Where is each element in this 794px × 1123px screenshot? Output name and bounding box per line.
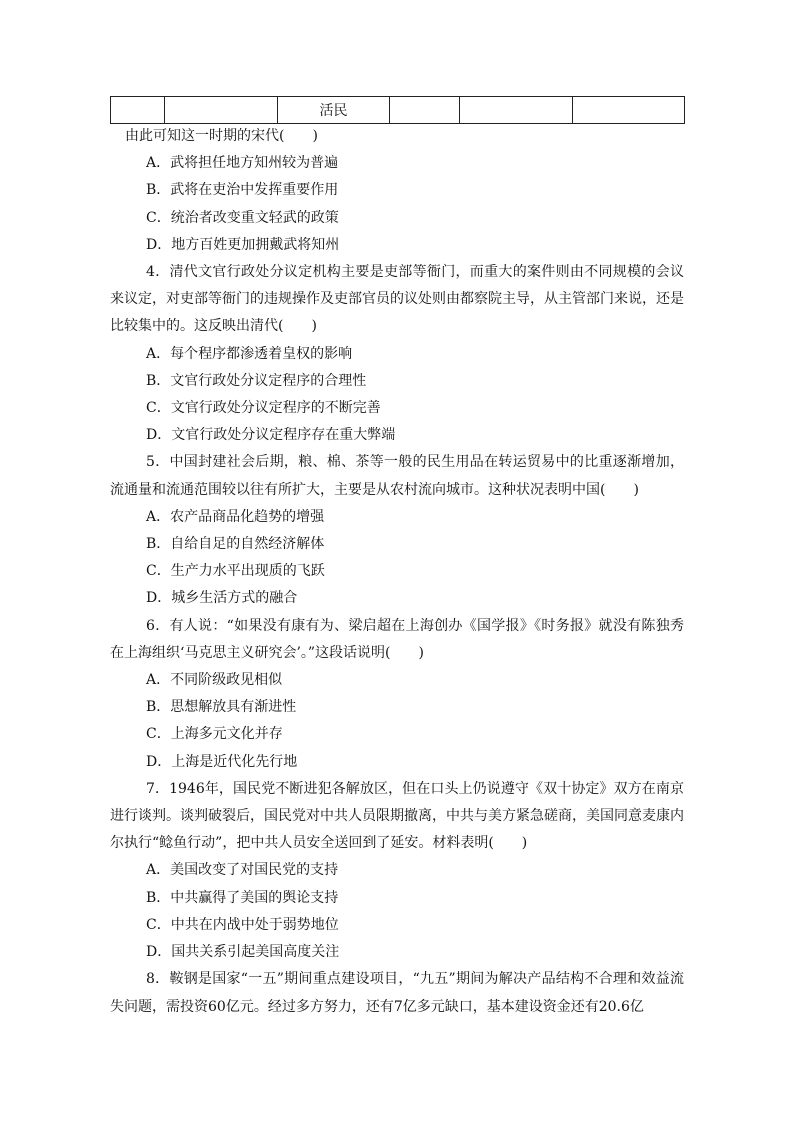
question-6-option-d: D．上海是近代化先行地 [146, 753, 298, 770]
question-5-option-a: A．农产品商品化趋势的增强 [146, 508, 325, 525]
table-cell [165, 97, 278, 124]
question-5-stem: 5．中国封建社会后期，粮、棉、茶等一般的民生用品在转运贸易中的比重逐渐增加，流通量和流通范围较以往有所扩大，主要是从农村流向城市。这种状况表明中国( ) [110, 454, 684, 498]
question-4-option-b: B．文官行政处分议定程序的合理性 [146, 372, 367, 389]
table-cell [460, 97, 573, 124]
question-6-option-c: C．上海多元文化并存 [146, 726, 283, 743]
question-3-option-b: B．武将在吏治中发挥重要作用 [146, 182, 339, 199]
table-cell [390, 97, 460, 124]
question-5-option-b: B．自给自足的自然经济解体 [146, 536, 325, 553]
question-content [110, 123, 684, 1021]
table-cell: 活民 [278, 97, 390, 124]
question-8-stem: 8．鞍钢是国家“一五”期间重点建设项目，“九五”期间为解决产品结构不合理和效益流失问题，需投资60亿元。经过多方努力，还有7亿多元缺口，基本建设资金还有20.6亿 [110, 971, 684, 1015]
question-7-option-a: A．美国改变了对国民党的支持 [146, 862, 339, 879]
question-7-option-b: B．中共赢得了美国的舆论支持 [146, 889, 339, 906]
question-5-option-d: D．城乡生活方式的融合 [146, 590, 298, 607]
question-7-option-d: D．国共关系引起美国高度关注 [146, 944, 340, 961]
question-3-option-d: D．地方百姓更加拥戴武将知州 [146, 236, 340, 253]
question-4-option-c: C．文官行政处分议定程序的不断完善 [146, 400, 381, 417]
question-3-stem: 由此可知这一时期的宋代( ) [125, 128, 318, 144]
question-4-option-d: D．文官行政处分议定程序存在重大弊端 [146, 427, 396, 444]
question-7-stem: 7．1946年，国民党不断进犯各解放区，但在口头上仍说遵守《双十协定》双方在南京进行谈判。谈判破裂后，国民党对中共人员限期撤离，中共与美方紧急磋商，美国同意麦康内尔执行“鲶鱼行动”，把中共人员安全送回到了延安。材料表明( ) [110, 780, 684, 852]
table-row [111, 97, 685, 124]
question-6-option-a: A．不同阶级政见相似 [146, 672, 283, 689]
question-4-stem: 4．清代文官行政处分议定机构主要是吏部等衙门，而重大的案件则由不同规模的会议来议定，对吏部等衙门的违规操作及吏部官员的议处则由都察院主导，从主管部门来说，还是比较集中的。这反映出清代( ) [110, 264, 684, 335]
table-cell [573, 97, 685, 124]
question-6-stem: 6．有人说：“如果没有康有为、梁启超在上海创办《国学报》《时务报》就没有陈独秀在上海组织‘马克思主义研究会’。”这段话说明( ) [110, 617, 684, 661]
question-3-option-c: C．统治者改变重文轻武的政策 [146, 209, 339, 226]
question-6-option-b: B．思想解放具有渐进性 [146, 699, 297, 716]
table-cell [111, 97, 165, 124]
question-7-option-c: C．中共在内战中处于弱势地位 [146, 916, 339, 933]
question-3-option-a: A．武将担任地方知州较为普遍 [146, 155, 339, 172]
top-table-fragment [110, 96, 685, 124]
question-4-option-a: A．每个程序都渗透着皇权的影响 [146, 345, 353, 362]
question-5-option-c: C．生产力水平出现质的飞跃 [146, 563, 325, 580]
